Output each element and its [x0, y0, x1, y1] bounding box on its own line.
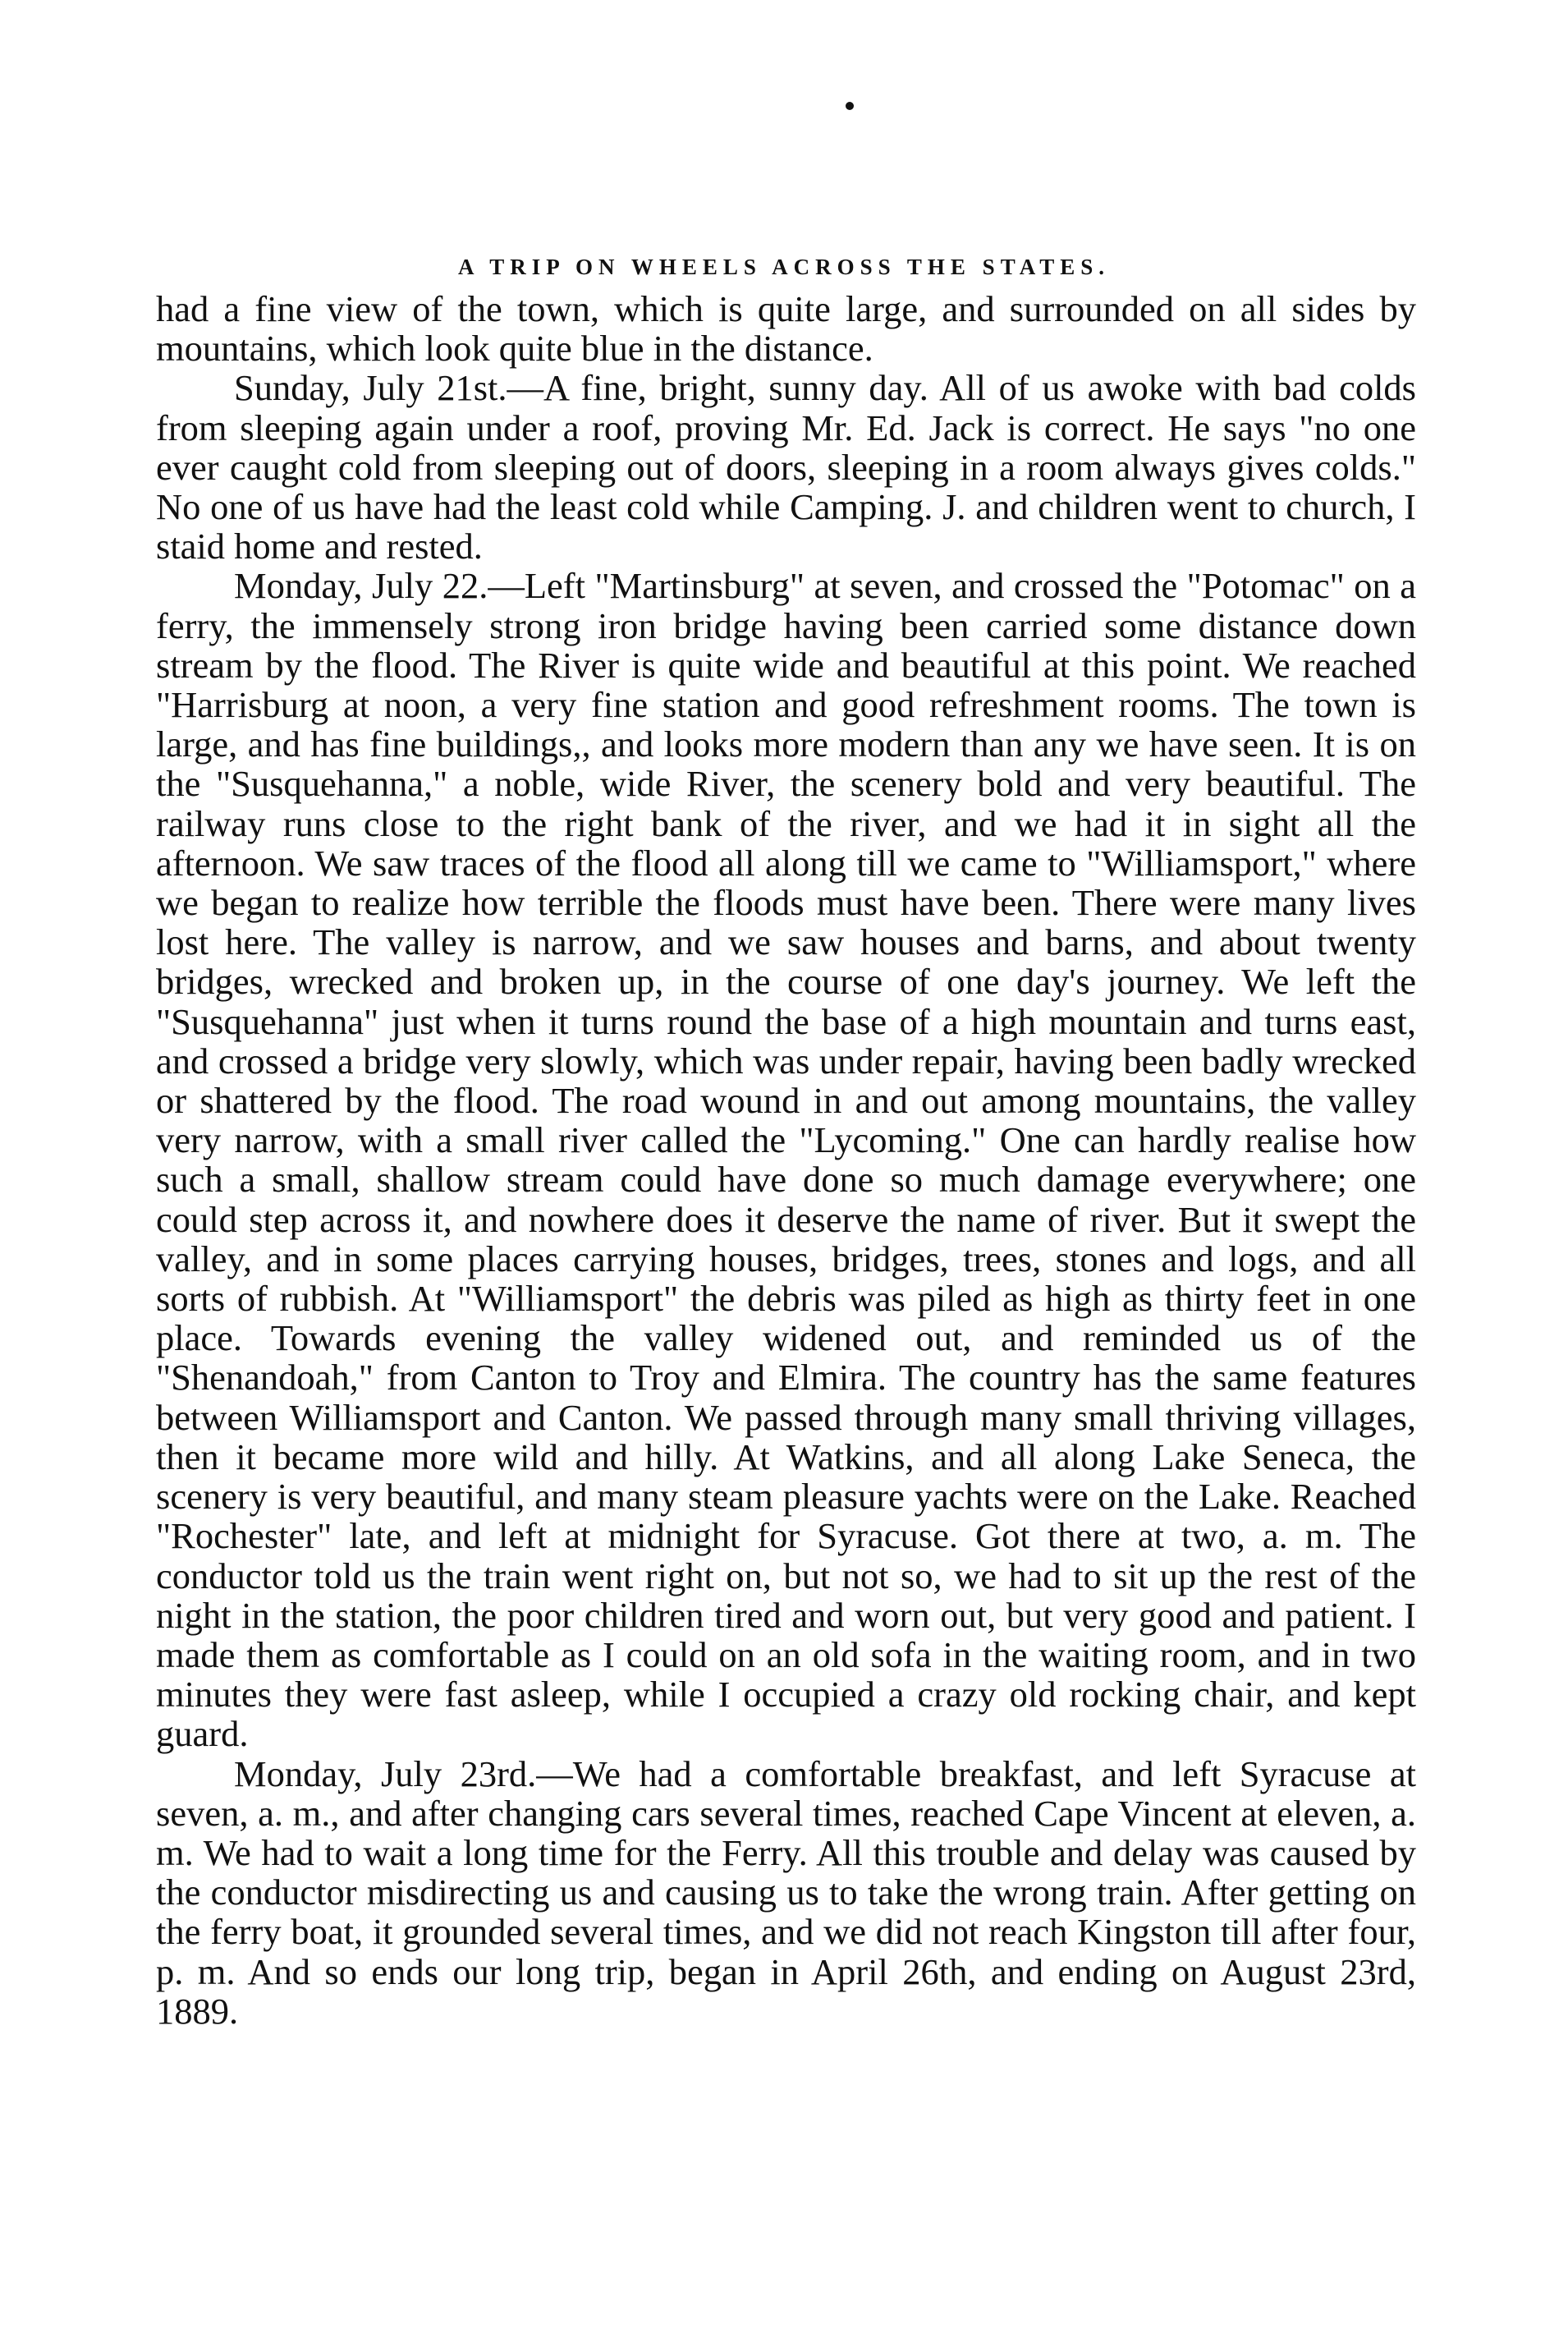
- paragraph-monday-july-22: Monday, July 22.—Left "Martinsburg" at seven, and crossed the "Potomac" on a ferry, the immensely strong iron bridge having been carried some distance down stream by the flood. The River is quite wide and beautiful at this point. We reached "Harrisburg at noon, a very fine station and good refreshment rooms. The town is large, and has fine buildings,, and looks more modern than any we have seen. It is on the "Susquehanna," a noble, wide River, the scenery bold and very beautiful. The railway runs close to the right bank of the river, and we had it in sight all the afternoon. We saw traces of the flood all along till we came to "Williamsport," where we began to realize how terrible the floods must have been. There were many lives lost here. The valley is narrow, and we saw houses and barns, and about twenty bridges, wrecked and broken up, in the course of one day's journey. We left the "Susquehanna" just when it turns round the base of a high mountain and turns east, and crossed a bridge very slowly, which was under repair, having been badly wrecked or shattered by the flood. The road wound in and out among mountains, the valley very narrow, with a small river called the "Lycoming." One can hardly realise how such a small, shallow stream could have done so much damage everywhere; one could step across it, and nowhere does it deserve the name of river. But it swept the valley, and in some places carrying houses, bridges, trees, stones and logs, and all sorts of rubbish. At "Williamsport" the debris was piled as high as thirty feet in one place. Towards evening the valley widened out, and reminded us of the "Shenandoah," from Canton to Troy and Elmira. The country has the same features between Williamsport and Canton. We passed through many small thriving villages, then it became more wild and hilly. At Watkins, and all along Lake Seneca, the scenery is very beautiful, and many steam pleasure yachts were on the Lake. Reached "Rochester" late, and left at midnight for Syracuse. Got there at two, a. m. The conductor told us the train went right on, but not so, we had to sit up the rest of the night in the station, the poor children tired and worn out, but very good and patient. I made them as comfortable as I could on an old sofa in the waiting room, and in two minutes they were fast asleep, while I occupied a crazy old rocking chair, and kept guard.: [156, 565, 1416, 1755]
- body-text: [156, 289, 1416, 2031]
- paragraph-continuation: had a fine view of the town, which is quite large, and surrounded on all sides by mountains, which look quite blue in the distance.: [156, 288, 1416, 370]
- printer-mark: [846, 102, 854, 110]
- running-head: A TRIP ON WHEELS ACROSS THE STATES.: [458, 255, 1110, 279]
- paragraph-sunday-july-21: Sunday, July 21st.—A fine, bright, sunny day. All of us awoke with bad colds from sleeping again under a roof, proving Mr. Ed. Jack is correct. He says "no one ever caught cold from sleeping out of doors, sleeping in a room always gives colds." No one of us have had the least cold while Camping. J. and children went to church, I staid home and rested.: [156, 367, 1416, 567]
- paragraph-monday-july-23: Monday, July 23rd.—We had a comfortable breakfast, and left Syracuse at seven, a. m., and after changing cars several times, reached Cape Vincent at eleven, a. m. We had to wait a long time for the Ferry. All this trouble and delay was caused by the conductor misdirecting us and causing us to take the wrong train. After getting on the ferry boat, it grounded several times, and we did not reach Kingston till after four, p. m. And so ends our long trip, began in April 26th, and ending on August 23rd, 1889.: [156, 1752, 1416, 2032]
